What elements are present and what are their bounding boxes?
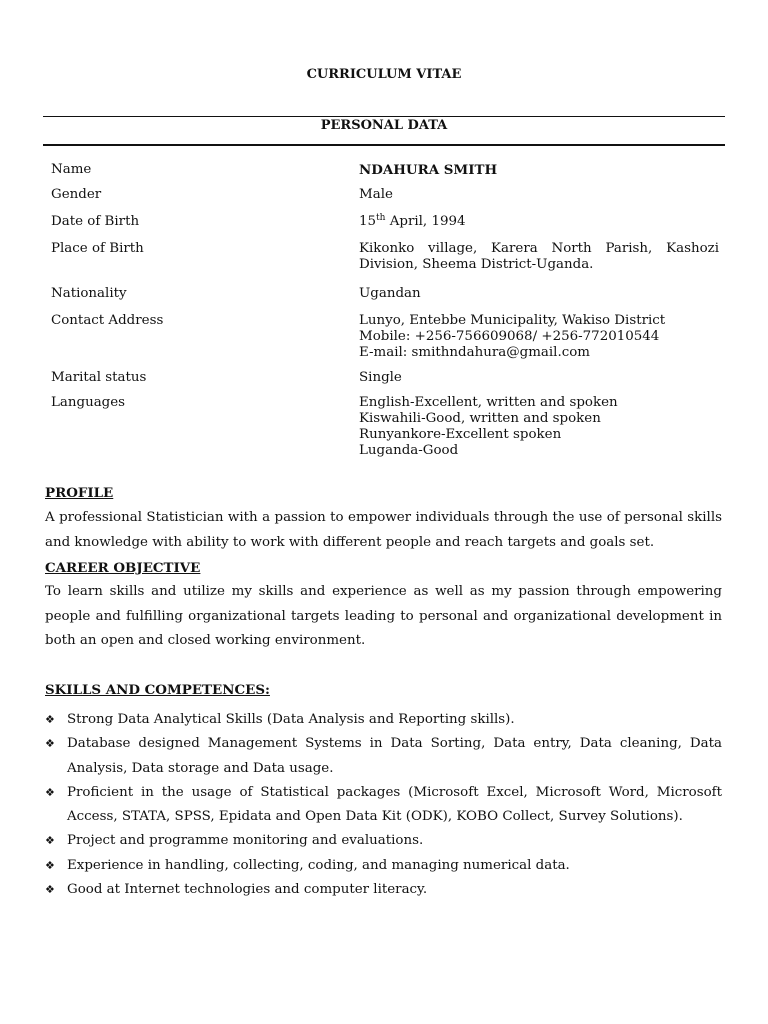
career-objective-heading: CAREER OBJECTIVE bbox=[45, 560, 201, 576]
gender-value: Male bbox=[359, 187, 393, 202]
marital-label: Marital status bbox=[51, 370, 147, 385]
languages-label: Languages bbox=[51, 395, 126, 410]
skills-list bbox=[45, 708, 722, 902]
diamond-bullet-icon: ❖ bbox=[45, 713, 55, 726]
top-rule bbox=[43, 116, 725, 117]
diamond-bullet-icon: ❖ bbox=[45, 858, 55, 872]
diamond-bullet-icon: ❖ bbox=[45, 834, 55, 848]
skill-text: Proficient in the usage of Statistical packages (Microsoft Excel, Microsoft Word, Microsoft Access, STATA, SPSS, Epidata and Open Data Kit (ODK), KOBO Collect, Survey Solutions). bbox=[67, 784, 722, 825]
personal-data-heading: PERSONAL DATA bbox=[320, 118, 448, 133]
language-item: English-Excellent, written and spoken bbox=[359, 395, 618, 410]
language-item: Luganda-Good bbox=[359, 443, 459, 458]
contact-label: Contact Address bbox=[51, 313, 164, 328]
name-label: Name bbox=[51, 162, 92, 177]
bottom-rule bbox=[43, 144, 725, 146]
language-item: Runyankore-Excellent spoken bbox=[359, 427, 562, 442]
name-value: NDAHURA SMITH bbox=[359, 162, 498, 178]
dob-label: Date of Birth bbox=[51, 214, 140, 229]
skill-text: Database designed Management Systems in Data Sorting, Data entry, Data cleaning, Data Analysis, Data storage and Data usage. bbox=[67, 736, 722, 776]
nationality-label: Nationality bbox=[51, 286, 127, 301]
contact-value bbox=[359, 313, 719, 361]
skill-item bbox=[45, 854, 722, 878]
skill-text: Good at Internet technologies and computer literacy. bbox=[67, 882, 428, 898]
dob-value bbox=[359, 214, 719, 230]
gender-label: Gender bbox=[51, 187, 102, 202]
skill-text: Project and programme monitoring and evaluations. bbox=[67, 833, 424, 849]
skill-item bbox=[45, 829, 722, 853]
dob-rest: April, 1994 bbox=[385, 214, 466, 229]
skill-item bbox=[45, 732, 722, 781]
contact-email-line: E-mail: smithndahura@gmail.com bbox=[359, 345, 590, 360]
skill-text: Experience in handling, collecting, coding, and managing numerical data. bbox=[67, 857, 570, 873]
skill-item bbox=[45, 781, 722, 830]
contact-address-line: Lunyo, Entebbe Municipality, Wakiso District bbox=[359, 313, 666, 328]
document-title: CURRICULUM VITAE bbox=[306, 67, 462, 82]
profile-text: A professional Statistician with a passion to empower individuals through the use of personal skills and knowledge with ability to work with different people and reach targets and goals set. bbox=[45, 510, 722, 550]
diamond-bullet-icon: ❖ bbox=[45, 785, 55, 799]
pob-value: Kikonko village, Karera North Parish, Kashozi Division, Sheema District-Uganda. bbox=[359, 241, 719, 272]
diamond-bullet-icon: ❖ bbox=[45, 737, 55, 751]
contact-mobile-line: Mobile: +256-756609068/ +256-772010544 bbox=[359, 329, 660, 344]
marital-value: Single bbox=[359, 370, 402, 385]
skill-item bbox=[45, 878, 722, 902]
profile-heading: PROFILE bbox=[45, 485, 114, 501]
dob-day-suffix: th bbox=[376, 213, 386, 223]
language-item: Kiswahili-Good, written and spoken bbox=[359, 411, 601, 426]
pob-label: Place of Birth bbox=[51, 241, 144, 256]
skill-item bbox=[45, 708, 722, 732]
diamond-bullet-icon: ❖ bbox=[45, 883, 55, 897]
career-objective-text: To learn skills and utilize my skills and experience as well as my passion through empowering people and fulfilling organizational targets leading to personal and organizational development in both an open and closed working environment. bbox=[45, 584, 722, 648]
languages-value bbox=[359, 395, 719, 459]
skills-heading: SKILLS AND COMPETENCES: bbox=[45, 682, 270, 698]
nationality-value: Ugandan bbox=[359, 286, 421, 301]
skill-text: Strong Data Analytical Skills (Data Analysis and Reporting skills). bbox=[67, 712, 515, 727]
dob-day: 15 bbox=[359, 214, 377, 229]
